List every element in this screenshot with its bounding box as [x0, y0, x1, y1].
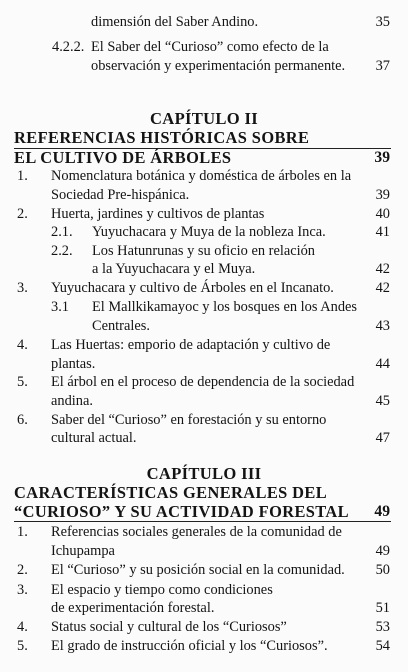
- toc-entry-continued: [0, 259, 408, 279]
- chapter-title-line: REFERENCIAS HISTÓRICAS SOBRE: [14, 128, 310, 147]
- entry-number: 3.: [17, 280, 28, 296]
- entry-text: observación y experimentación permanente.: [91, 58, 346, 74]
- entry-number: 1.: [17, 524, 28, 540]
- entry-text: Sociedad Pre-hispánica.: [51, 187, 190, 203]
- entry-number: 2.: [17, 206, 28, 222]
- entry-text: de experimentación forestal.: [51, 600, 215, 616]
- toc-entry: [0, 241, 408, 261]
- chapter-title-line: “CURIOSO” Y SU ACTIVIDAD FORESTAL: [14, 502, 349, 521]
- toc-entry: [0, 636, 408, 656]
- entry-page: 47: [375, 430, 390, 446]
- toc-entry-continued: [0, 428, 408, 448]
- toc-entry: [0, 37, 408, 57]
- entry-number: 3.: [17, 582, 28, 598]
- entry-text: a la Yuyuchacara y el Muya.: [92, 261, 256, 277]
- toc-entry-continued: [0, 56, 408, 76]
- entry-number: 6.: [17, 412, 28, 428]
- toc-entry: [0, 204, 408, 224]
- toc-entry: [0, 410, 408, 430]
- chapter-heading: CAPÍTULO III: [146, 464, 262, 483]
- toc-entry-continued: [0, 354, 408, 374]
- toc-entry: [0, 278, 408, 298]
- entry-page: 53: [375, 619, 390, 635]
- chapter-page: 49: [374, 503, 390, 520]
- toc-entry-continued: [0, 598, 408, 618]
- entry-page: 50: [375, 562, 390, 578]
- chapter-title-line: EL CULTIVO DE ÁRBOLES: [14, 148, 232, 167]
- toc-entry: [0, 166, 408, 186]
- entry-text: Centrales.: [92, 318, 150, 334]
- toc-entry-continued: [0, 185, 408, 205]
- entry-text: Nomenclatura botánica y doméstica de árboles en la: [51, 168, 352, 184]
- entry-text: andina.: [51, 393, 93, 409]
- entry-page: 44: [375, 356, 390, 372]
- entry-number: 2.: [17, 562, 28, 578]
- entry-page: 43: [375, 318, 390, 334]
- entry-page: 35: [375, 14, 390, 30]
- entry-number: 1.: [17, 168, 28, 184]
- entry-number: 5.: [17, 638, 28, 654]
- toc-entry: [0, 580, 408, 600]
- entry-text: Yuyuchacara y cultivo de Árboles en el Incanato.: [51, 280, 334, 296]
- toc-entry: [0, 335, 408, 355]
- entry-number: 2.1.: [51, 224, 73, 240]
- entry-text: Status social y cultural de los “Curiosos”: [51, 619, 287, 635]
- entry-page: 54: [375, 638, 390, 654]
- chapter-title-line: CARACTERÍSTICAS GENERALES DEL: [14, 483, 328, 502]
- entry-text: Referencias sociales generales de la comunidad de: [51, 524, 342, 540]
- entry-text: dimensión del Saber Andino.: [91, 14, 259, 30]
- toc-entry: [0, 617, 408, 637]
- entry-page: 51: [375, 600, 390, 616]
- entry-number: 4.: [17, 337, 28, 353]
- entry-text: plantas.: [51, 356, 96, 372]
- entry-text: Ichupampa: [51, 543, 115, 559]
- entry-page: 42: [375, 261, 390, 277]
- entry-text: El Mallkikamayoc y los bosques en los Andes: [92, 299, 357, 315]
- entry-number: 4.: [17, 619, 28, 635]
- entry-page: 37: [375, 58, 390, 74]
- entry-text: Huerta, jardines y cultivos de plantas: [51, 206, 265, 222]
- entry-page: 39: [375, 187, 390, 203]
- entry-text: El grado de instrucción oficial y los “Curiosos”.: [51, 638, 328, 654]
- toc-entry-continued: [0, 316, 408, 336]
- entry-text: Los Hatunrunas y su oficio en relación: [92, 243, 315, 259]
- entry-text: Saber del “Curioso” en forestación y su entorno: [51, 412, 327, 428]
- entry-text: El Saber del “Curioso” como efecto de la: [91, 39, 329, 55]
- entry-text: Yuyuchacara y Muya de la nobleza Inca.: [92, 224, 326, 240]
- toc-entry-continued: [0, 391, 408, 411]
- entry-page: 42: [375, 280, 390, 296]
- toc-entry-continued: [0, 541, 408, 561]
- toc-entry: [0, 522, 408, 542]
- entry-text: Las Huertas: emporio de adaptación y cultivo de: [51, 337, 331, 353]
- entry-page: 45: [375, 393, 390, 409]
- entry-text: El “Curioso” y su posición social en la comunidad.: [51, 562, 345, 578]
- entry-text: cultural actual.: [51, 430, 137, 446]
- entry-text: El árbol en el proceso de dependencia de la sociedad: [51, 374, 355, 390]
- entry-page: 49: [375, 543, 390, 559]
- toc-entry: [0, 560, 408, 580]
- chapter-title-row: [0, 148, 408, 168]
- toc-entry: [0, 222, 408, 242]
- toc-entry: [0, 297, 408, 317]
- entry-number: 5.: [17, 374, 28, 390]
- entry-number: 2.2.: [51, 243, 73, 259]
- entry-text: El espacio y tiempo como condiciones: [51, 582, 273, 598]
- chapter-page: 39: [374, 149, 390, 166]
- toc-entry: [0, 372, 408, 392]
- entry-number: 3.1: [51, 299, 69, 315]
- entry-page: 40: [375, 206, 390, 222]
- entry-page: 41: [375, 224, 390, 240]
- toc-entry: [0, 12, 408, 32]
- chapter-heading: CAPÍTULO II: [150, 109, 258, 128]
- chapter-title-row: [0, 502, 408, 522]
- entry-number: 4.2.2.: [52, 39, 85, 55]
